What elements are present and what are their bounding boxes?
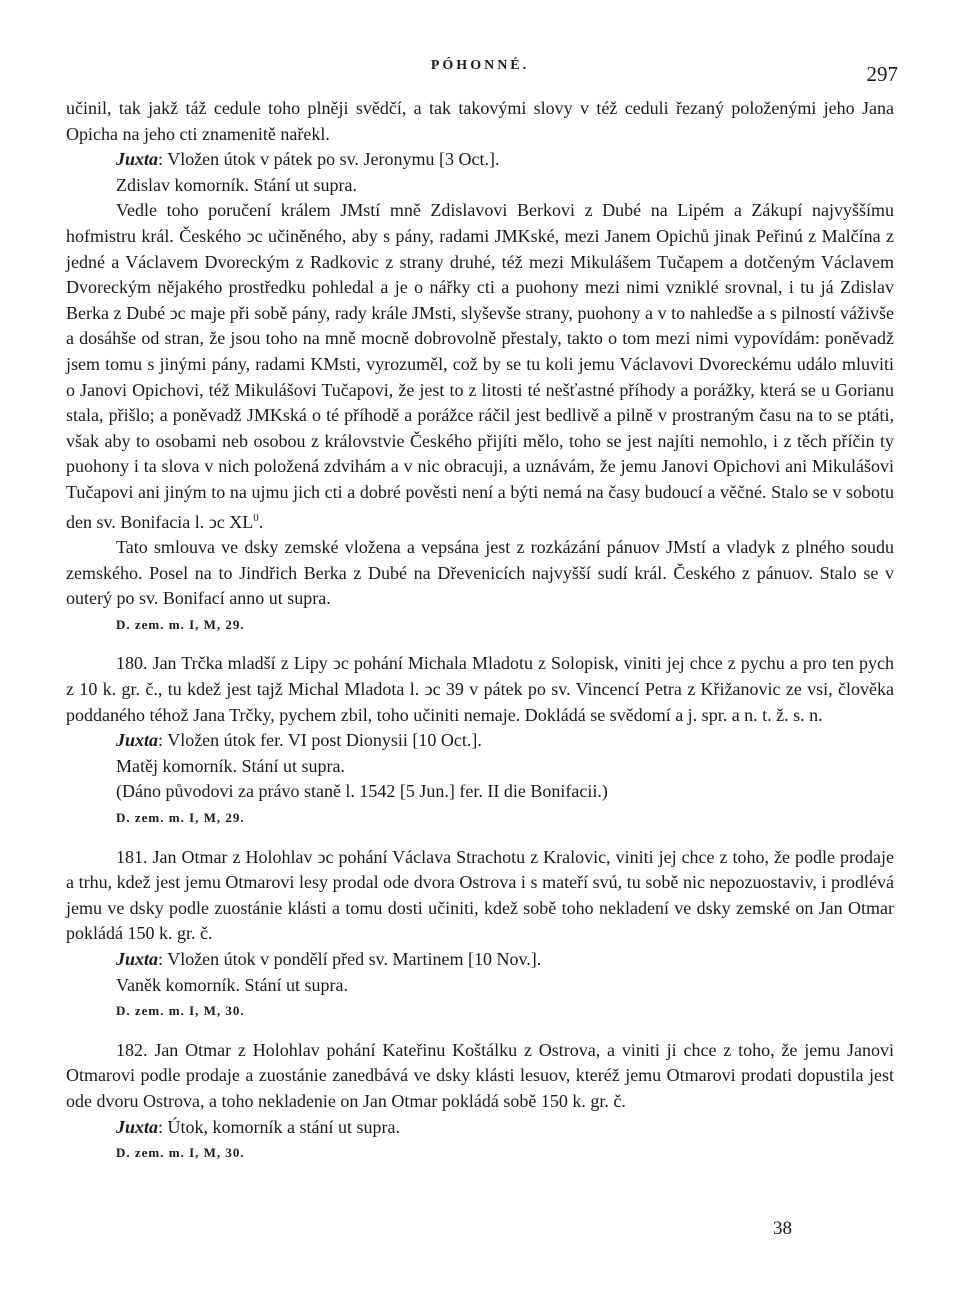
source-reference: D. zem. m. I, M, 29.: [116, 810, 245, 826]
juxta-text: : Útok, komorník a stání ut supra.: [158, 1116, 400, 1137]
entry-180: [66, 651, 894, 830]
paragraph-continuation: učinil, tak jakž táž cedule toho plněji svědčí, a tak takovými slovy v též ceduli řezaný položenými jeho Jana Opicha na jeho cti znamenitě nařekl.: [66, 98, 894, 144]
page-number: 297: [866, 62, 898, 86]
source-reference: D. zem. m. I, M, 30.: [116, 1145, 245, 1161]
juxta-line: [66, 947, 894, 973]
juxta-line: [66, 1115, 894, 1141]
chamberlain-line: Zdislav komorník. Stání ut supra.: [116, 174, 357, 195]
juxta-line: [66, 728, 894, 754]
entry-line: Vaněk komorník. Stání ut supra.: [116, 974, 348, 995]
juxta-line: [66, 147, 894, 173]
entry-line: (Dáno původovi za právo staně l. 1542 [5 Jun.] fer. II die Bonifacii.): [116, 781, 608, 802]
source-reference: D. zem. m. I, M, 30.: [116, 1003, 245, 1019]
entry-line: Matěj komorník. Stání ut supra.: [116, 755, 345, 776]
juxta-text: : Vložen útok v pondělí před sv. Martinem [10 Nov.].: [158, 949, 542, 969]
juxta-label: Juxta: [116, 149, 159, 170]
signature-mark: 38: [773, 1218, 792, 1239]
juxta-text: : Vložen útok v pátek po sv. Jeronymu [3 Oct.].: [158, 149, 500, 170]
juxta-label: Juxta: [116, 949, 159, 969]
entry-text: 180. Jan Trčka mladší z Lipy ↄc pohání Michala Mladotu z Solopisk, viniti jej chce z pychu a pro ten pych z 10 k. gr. č., tu kdež jest tajž Michal Mladota l. ↄc 39 v pátek po sv. Vincencí Petra z Křižanovic ze vsi, člověka poddaného téhož Jana Trčky, pychem zbil, toho učiniti nemaje. Dokládá se svědomí a j. spr. a n. t. ž. s. n.: [66, 653, 894, 725]
settlement-end: .: [258, 511, 264, 532]
settlement-text: Vedle toho poručení králem JMstí mně Zdislavovi Berkovi z Dubé na Lipém a Zákupí najvyššímu hofmistru král. Českého ↄc učiněného, aby s pány, radami JMKské, mezi Janem Opichů jinak Peřinú z Malčína z jedné a Václavem Dvoreckým z Radkovic z strany druhé, též mezi Mikulášem Tučapem a dotčeným Václavem Dvoreckým nějakého prostředku pohledal a je o nářky cti a puohony mezi nimi vzniklé srovnal, i tu já Zdislav Berka z Dubé ↄc maje při sobě pány, rady krále JMsti, slyševše strany, puohony a v to nahledše a s pilností váživše a dosáhše od stran, že jsou toho na mně mocně dobrovolně přestaly, takto o tom mezi nimi vypovídám: poněvadž jsem tomu s jinými pány, radami KMsti, vyrozuměl, což by se tu koli jemu Václavovi Dvoreckému událo mluviti o Janovi Opichovi, též Mikulášovi Tučapovi, že jest to z litosti té nešťastné příhody a porážky, která se u Gorianu stala, přišlo; a poněvadž JMKská o té příhodě a porážce ráčil jest bedlivě a pilně v prostraným času na to se ptáti, však aby to osobami neb osobou z královstvie Českého přijíti mělo, toho se jest najíti nemohlo, i z těch příčin ty puohony i ta slova v nich položená zdvihám a v nic obracuji, a uznávám, že jemu Janovi Opichovi ani Mikulášovi Tučapovi ani jiným to na ujmu jich cti a dobré pověsti není a býti nemá na časy budoucí a věčné. Stalo se v sobotu den sv. Bonifacia l. ↄc XL: [66, 200, 894, 532]
running-head: PÓHONNÉ.: [430, 58, 530, 73]
settlement-paragraph: [66, 198, 894, 535]
juxta-label: Juxta: [116, 1116, 159, 1137]
juxta-text: : Vložen útok fer. VI post Dionysii [10 Oct.].: [158, 730, 482, 751]
settlement-superscript: 0: [253, 511, 259, 524]
entry-182: [66, 1038, 894, 1166]
document-body: [66, 96, 894, 1174]
source-reference: D. zem. m. I, M, 29.: [116, 616, 245, 632]
entry-text: 182. Jan Otmar z Holohlav pohání Kateřinu Koštálku z Ostrova, a viniti ji chce z toho, že jemu Janovi Otmarovi podle prodaje a zuostánie zanedbává ve dsky klásti lesuov, kteréž jemu Otmarovi prodati dopustila jest ode dvoru Ostrova, a toho nekladenie on Jan Otmar pokládá sobě 150 k. gr. č.: [66, 1039, 894, 1111]
juxta-label: Juxta: [116, 730, 159, 751]
entry-181: [66, 845, 894, 1024]
entry-text: 181. Jan Otmar z Holohlav ↄc pohání Václava Strachotu z Kralovic, viniti jej chce z toho, že podle prodaje a trhu, kdež jest jemu Otmarovi lesy prodal ode dvora Ostrova i s mateří svú, tu sobě nic nepozuostaviv, i prodlévá jemu ve dsky podle zuostánie klásti a tomu dosti učiniti, kdež sobě toho nekladení ve dsky zemské on Jan Otmar pokládá 150 k. gr. č.: [66, 846, 894, 944]
registration-paragraph: Tato smlouva ve dsky zemské vložena a vepsána jest z rozkázání pánuov JMstí a vladyk z plného soudu zemského. Posel na to Jindřich Berka z Dubé na Dřevenicích najvyšší sudí král. Českého z pánuov. Stalo se v outerý po sv. Bonifací anno ut supra.: [66, 537, 894, 609]
